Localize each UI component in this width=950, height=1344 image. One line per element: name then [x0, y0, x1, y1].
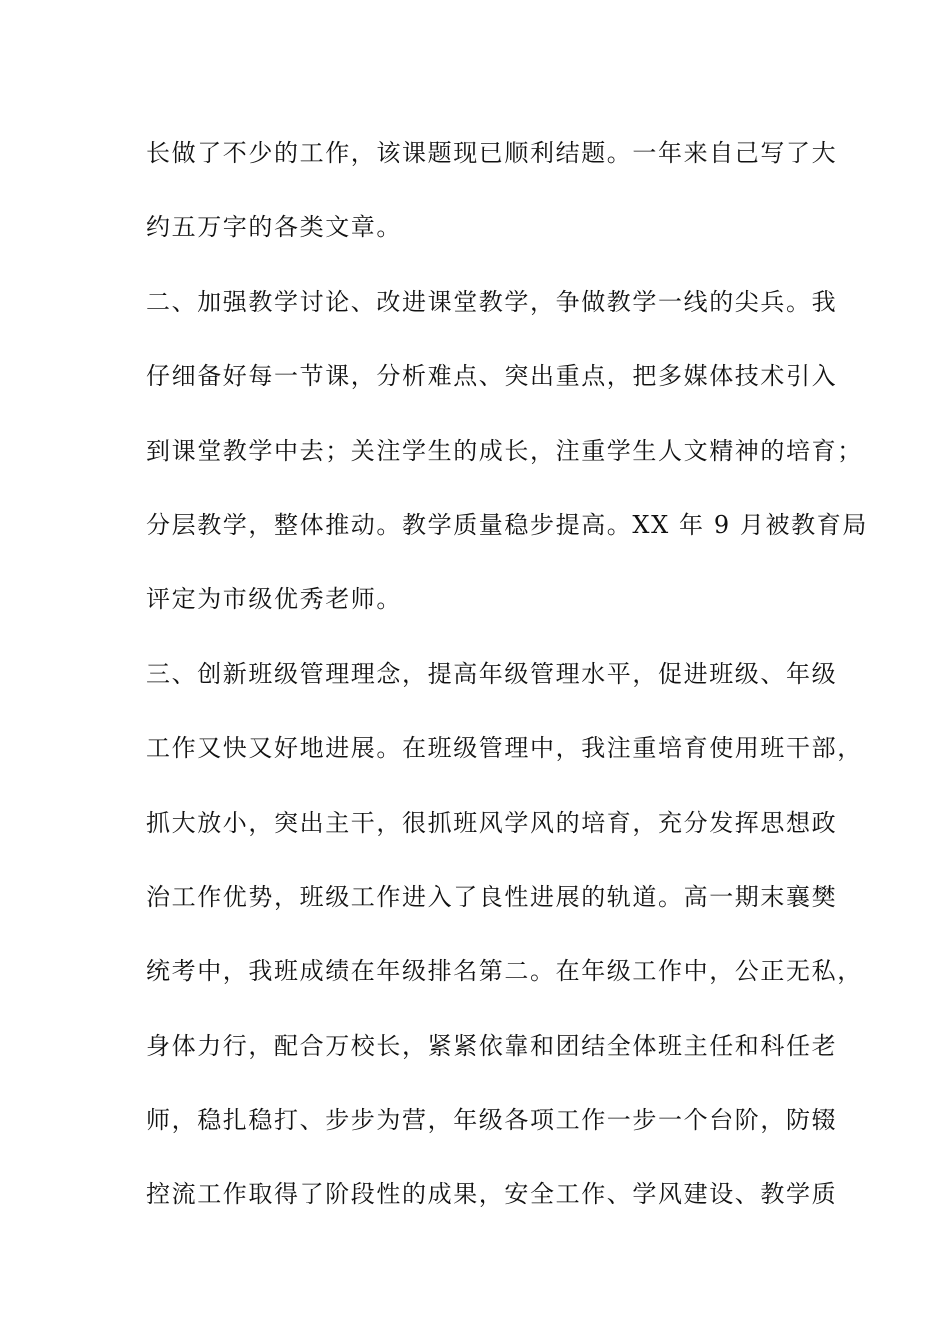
text-line-9: 工作又快又好地进展。在班级管理中，我注重培育使用班干部，	[146, 734, 863, 763]
text-line-12: 统考中，我班成绩在年级排名第二。在年级工作中，公正无私，	[146, 957, 863, 986]
text-line-4: 仔细备好每一节课，分析难点、突出重点，把多媒体技术引入	[146, 362, 838, 391]
text-line-6: 分层教学，整体推动。教学质量稳步提高。XX 年 9 月被教育局	[146, 510, 868, 539]
text-line-8: 三、创新班级管理理念，提高年级管理水平，促进班级、年级	[146, 659, 838, 688]
text-line-1: 长做了不少的工作，该课题现已顺利结题。一年来自己写了大	[146, 139, 838, 167]
text-line-2: 约五万字的各类文章。	[146, 213, 402, 242]
text-line-15: 控流工作取得了阶段性的成果，安全工作、学风建设、教学质	[146, 1180, 838, 1209]
text-line-14: 师，稳扎稳打、步步为营，年级各项工作一步一个台阶，防辍	[146, 1106, 838, 1135]
body-text	[146, 134, 868, 1250]
text-line-10: 抓大放小，突出主干，很抓班风学风的培育，充分发挥思想政	[146, 808, 838, 837]
text-line-11: 治工作优势，班级工作进入了良性进展的轨道。高一期末襄樊	[146, 882, 838, 911]
text-line-7: 评定为市级优秀老师。	[146, 585, 402, 614]
text-line-5: 到课堂教学中去；关注学生的成长，注重学生人文精神的培育；	[146, 436, 863, 465]
text-line-13: 身体力行，配合万校长，紧紧依靠和团结全体班主任和科任老	[146, 1031, 838, 1060]
text-line-3: 二、加强教学讨论、改进课堂教学，争做教学一线的尖兵。我	[146, 287, 838, 316]
